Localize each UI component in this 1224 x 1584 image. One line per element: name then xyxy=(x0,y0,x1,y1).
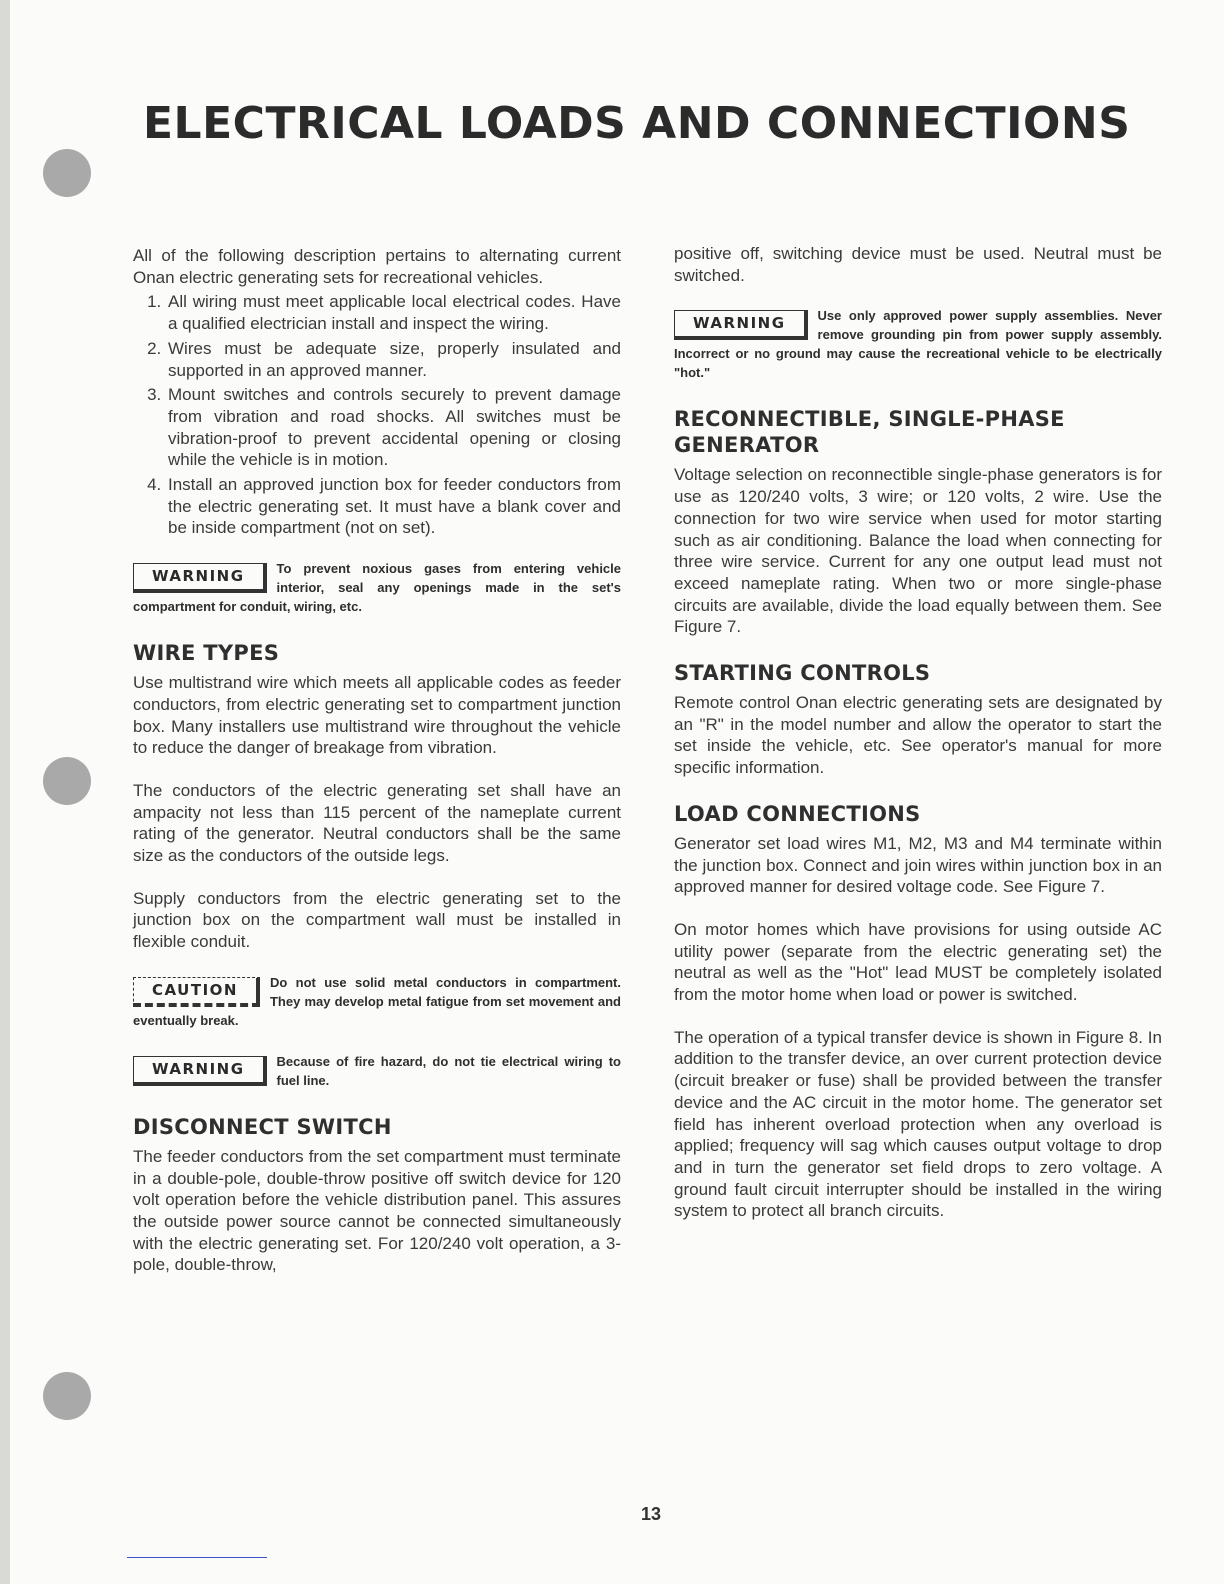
requirements-list xyxy=(133,291,621,539)
intro-paragraph: All of the following description pertains to alternating current Onan electric generating sets for recreational vehicles. xyxy=(133,246,621,287)
left-column xyxy=(133,245,621,1276)
right-column xyxy=(674,243,1162,1222)
wire-types-paragraph-3: Supply conductors from the electric generating set to the junction box on the compartment wall must be installed in flexible conduit. xyxy=(133,888,621,952)
starting-controls-paragraph: Remote control Onan electric generating sets are designated by an "R" in the model number and allow the operator to start the set inside the vehicle, etc. See operator's manual for more specific information. xyxy=(674,693,1162,778)
footer-rule xyxy=(127,1557,267,1558)
warning-text: Use only approved power supply assemblies. Never remove grounding pin from power supply assembly. Incorrect or no ground may cause the recreational vehicle to be electrically "hot." xyxy=(674,308,1162,381)
punch-hole-top xyxy=(43,149,91,197)
load-connections-paragraph-3: The operation of a typical transfer device is shown in Figure 8. In addition to the transfer device, an over current protection device (circuit breaker or fuse) shall be provided between the transfer device and the AC circuit in the motor home. The generator set field has inherent overload protection when any overload is applied; frequency will sag which causes output voltage to drop and in turn the generator set field drops to zero voltage. A ground fault circuit interrupter should be installed in the wiring system to protect all branch circuits. xyxy=(674,1027,1162,1221)
caution-text: Do not use solid metal conductors in compartment. They may develop metal fatigue from set movement and eventually break. xyxy=(133,974,621,1028)
heading-disconnect-switch: DISCONNECT SWITCH xyxy=(133,1114,392,1139)
load-connections-paragraph-2: On motor homes which have provisions for using outside AC utility power (separate from the electric generating set) the neutral as well as the "Hot" lead MUST be completely isolated from the motor home when load or power is switched. xyxy=(674,919,1162,1005)
heading-reconnectible-generator: RECONNECTIBLE, SINGLE-PHASE GENERATOR xyxy=(674,407,1065,458)
warning-tag: WARNING xyxy=(133,563,267,593)
reconnectible-paragraph: Voltage selection on reconnectible single-phase generators is for use as 120/240 volts, 3 wire; or 120 volts, 2 wire. Use the connection for two wire service when used for motor starting such as air conditioning. Balance the load when connecting for three wire service. Current for any one output lead must not exceed nameplate rating. When two or more single-phase circuits are available, divide the load equally between them. See Figure 7. xyxy=(674,465,1162,637)
page-edge xyxy=(0,0,10,1584)
heading-wire-types: WIRE TYPES xyxy=(133,641,280,666)
disconnect-paragraph: The feeder conductors from the set compartment must terminate in a double-pole, double-throw positive off switch device for 120 volt operation before the vehicle distribution panel. This assures the outside power source cannot be connected simultaneously with the electric generating set. For 120/240 volt operation, a 3-pole, double-throw, xyxy=(133,1146,621,1275)
punch-hole-bottom xyxy=(43,1372,91,1420)
heading-starting-controls: STARTING CONTROLS xyxy=(674,661,931,686)
heading-load-connections: LOAD CONNECTIONS xyxy=(674,801,921,826)
warning-text: Because of fire hazard, do not tie electrical wiring to fuel line. xyxy=(276,1053,621,1088)
warning-tag: WARNING xyxy=(133,1056,267,1086)
list-item: 4. Install an approved junction box for feeder conductors from the electric generating set. It must have a blank cover and be inside compartment (not on set). xyxy=(166,474,621,539)
continued-paragraph: positive off, switching device must be used. Neutral must be switched. xyxy=(674,244,1162,285)
warning-text: To prevent noxious gases from entering vehicle interior, seal any openings made in the set's compartment for conduit, wiring, etc. xyxy=(133,561,621,615)
warning-tag: WARNING xyxy=(674,310,808,340)
caution-tag: CAUTION xyxy=(133,977,260,1007)
page-number: 13 xyxy=(641,1504,662,1524)
list-item: 1. All wiring must meet applicable local electrical codes. Have a qualified electrician install and inspect the wiring. xyxy=(166,291,621,334)
list-item: 3. Mount switches and controls securely to prevent damage from vibration and road shocks. All switches must be vibration-proof to prevent accidental opening or closing while the vehicle is in motion. xyxy=(166,384,621,471)
list-item: 2. Wires must be adequate size, properly insulated and supported in an approved manner. xyxy=(166,338,621,381)
wire-types-paragraph-1: Use multistrand wire which meets all applicable codes as feeder conductors, from electric generating set to compartment junction box. Many installers use multistrand wire throughout the vehicle to reduce the danger of breakage from vibration. xyxy=(133,673,621,758)
load-connections-paragraph-1: Generator set load wires M1, M2, M3 and M4 terminate within the junction box. Connect and join wires within junction box in an approved manner for desired voltage code. See Figure 7. xyxy=(674,833,1162,897)
caution-solid-conductors xyxy=(133,973,621,1030)
warning-noxious-gases xyxy=(133,559,621,616)
page-title: ELECTRICAL LOADS AND CONNECTIONS xyxy=(143,98,1131,149)
wire-types-paragraph-2: The conductors of the electric generating set shall have an ampacity not less than 115 percent of the nameplate current rating of the generator. Neutral conductors shall be the same size as the conductors of the outside legs. xyxy=(133,780,621,866)
warning-fire-hazard xyxy=(133,1052,621,1090)
punch-hole-middle xyxy=(43,757,91,805)
warning-power-supply xyxy=(674,306,1162,382)
